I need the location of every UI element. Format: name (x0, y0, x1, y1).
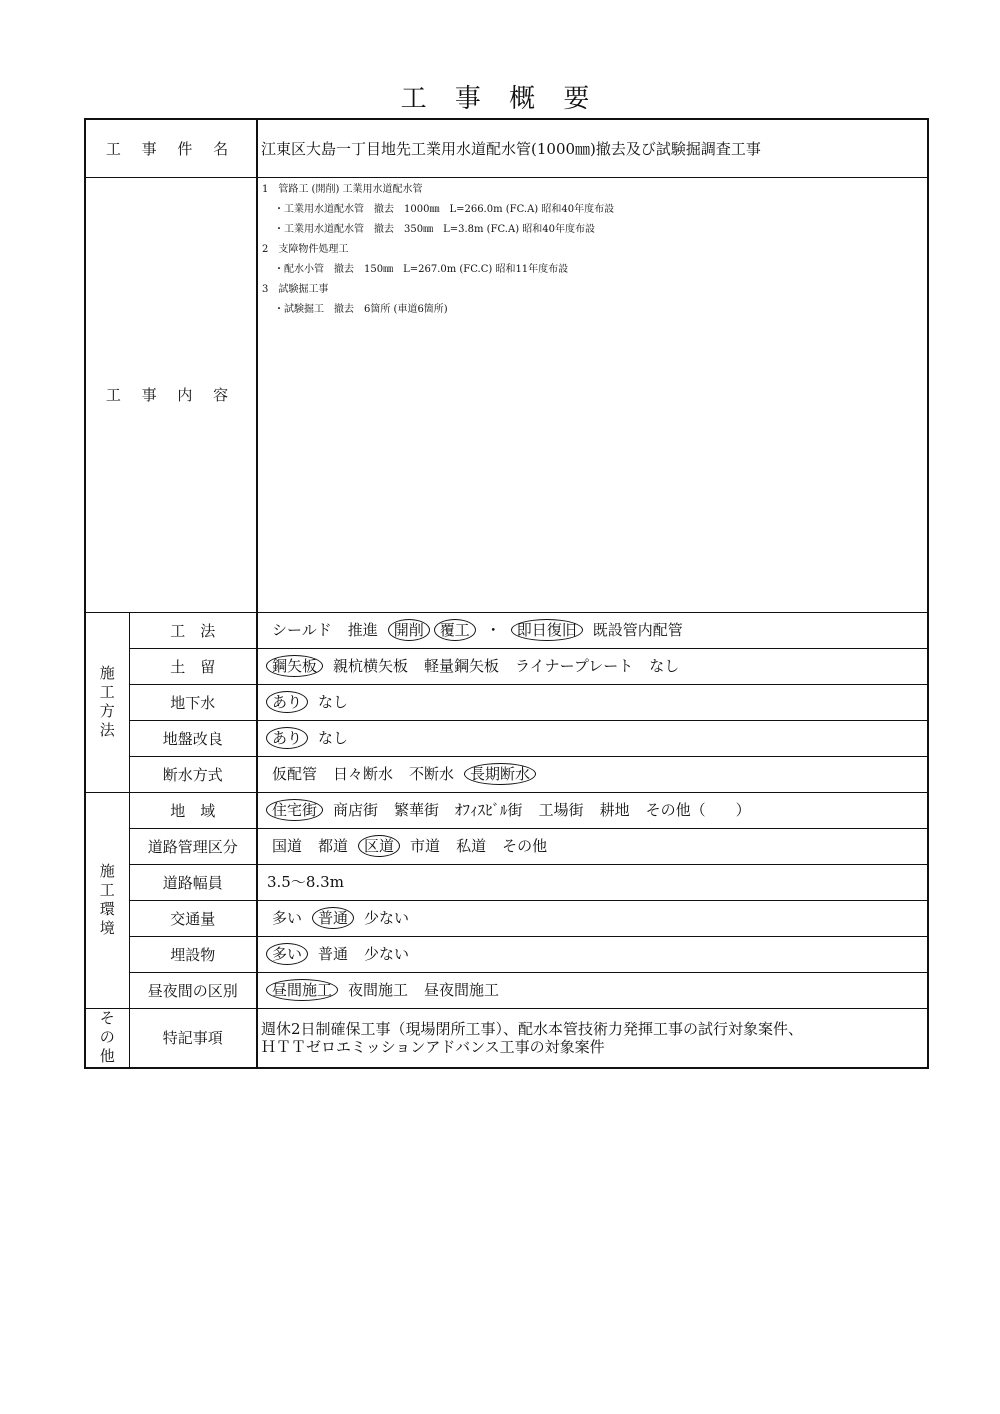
content-line: 2 支障物件処理工 (262, 243, 349, 255)
koho-options (257, 612, 928, 648)
seko-kankyo-group-label: 施 工 環 境 (85, 792, 129, 1008)
dansui-label: 断水方式 (129, 756, 257, 792)
koji-kenmei-label: 工 事 件 名 (85, 119, 257, 177)
option: 少ない (364, 909, 410, 927)
option: その他（ ） (645, 801, 751, 819)
selected-option: 多い (266, 943, 308, 965)
option: 多い (272, 909, 303, 927)
option: 普通 (318, 945, 349, 963)
selected-option: あり (266, 691, 308, 713)
jiban-kairyo-label: 地盤改良 (129, 720, 257, 756)
row-koji-naiyo (85, 177, 928, 612)
option: 親杭横矢板 (333, 657, 409, 675)
page-title: 工 事 概 要 (400, 84, 600, 114)
content-line: 1 管路工 (開削) 工業用水道配水管 (262, 183, 423, 195)
selected-option: あり (266, 727, 308, 749)
selected-option: 覆工 (434, 619, 476, 641)
row-maisetsubutsu (85, 936, 928, 972)
content-line: ・工業用水道配水管 撤去 1000㎜ L=266.0m (FC.A) 昭和40年度布設 (274, 203, 615, 215)
selected-option: 住宅街 (266, 799, 323, 821)
selected-option: 区道 (358, 835, 400, 857)
content-line: ・試験掘工 撤去 6箇所 (車道6箇所) (274, 303, 448, 315)
dodome-options (257, 648, 928, 684)
koho-label: 工 法 (129, 612, 257, 648)
chiiki-options (257, 792, 928, 828)
option: 耕地 (599, 801, 630, 819)
option: 少ない (364, 945, 410, 963)
notes-line: ＨＴＴゼロエミッションアドバンス工事の対象案件 (261, 1037, 605, 1056)
option: ｵﾌｨｽﾋﾞﾙ街 (455, 801, 523, 819)
option: ・ (485, 621, 501, 639)
chiiki-label: 地 域 (129, 792, 257, 828)
doro-fukuin-label: 道路幅員 (129, 864, 257, 900)
sonota-group-label: そ の 他 (85, 1008, 129, 1068)
dodome-label: 土 留 (129, 648, 257, 684)
row-chuyakan (85, 972, 928, 1008)
doro-fukuin-options (257, 864, 928, 900)
option: シールド (272, 621, 332, 639)
row-kotsuryo (85, 900, 928, 936)
dansui-options (257, 756, 928, 792)
tokki-jiko-label: 特記事項 (129, 1008, 257, 1068)
option: 3.5～8.3m (267, 873, 344, 891)
selected-option: 鋼矢板 (266, 655, 323, 677)
chikasui-options (257, 684, 928, 720)
kotsuryo-label: 交通量 (129, 900, 257, 936)
row-dansui (85, 756, 928, 792)
option: なし (649, 657, 680, 675)
option: 推進 (347, 621, 378, 639)
chuyakan-label: 昼夜間の区別 (129, 972, 257, 1008)
row-sonota (85, 1008, 928, 1068)
selected-option: 昼間施工 (266, 979, 338, 1001)
content-line: 3 試験掘工事 (262, 283, 329, 295)
option: なし (318, 729, 349, 747)
selected-option: 即日復旧 (511, 619, 583, 641)
option: 私道 (456, 837, 487, 855)
option: 既設管内配管 (592, 621, 683, 639)
row-jiban-kairyo (85, 720, 928, 756)
doro-kanri-options (257, 828, 928, 864)
option: 市道 (410, 837, 441, 855)
option: 繁華街 (394, 801, 440, 819)
koji-kenmei-value: 江東区大島一丁目地先工業用水道配水管(1000㎜)撤去及び試験掘調査工事 (257, 119, 928, 177)
selected-option: 普通 (312, 907, 354, 929)
option: 商店街 (333, 801, 379, 819)
content-line: ・配水小管 撤去 150㎜ L=267.0m (FC.C) 昭和11年度布設 (274, 263, 569, 275)
kotsuryo-options (257, 900, 928, 936)
row-chikasui (85, 684, 928, 720)
row-koji-kenmei (85, 119, 928, 177)
option: 工場街 (538, 801, 584, 819)
option: 昼夜間施工 (424, 981, 500, 999)
selected-option: 開削 (388, 619, 430, 641)
option: その他 (502, 837, 548, 855)
doro-kanri-label: 道路管理区分 (129, 828, 257, 864)
overview-table (84, 118, 929, 1069)
option: 軽量鋼矢板 (424, 657, 500, 675)
koji-naiyo-label: 工 事 内 容 (85, 177, 257, 612)
notes-line: 週休2日制確保工事（現場閉所工事）、配水本管技術力発揮工事の試行対象案件、 (261, 1019, 804, 1038)
tokki-jiko-value (257, 1008, 928, 1068)
option: 国道 (272, 837, 303, 855)
option: なし (318, 693, 349, 711)
option: 都道 (318, 837, 349, 855)
option: 夜間施工 (348, 981, 409, 999)
row-doro-fukuin (85, 864, 928, 900)
koji-naiyo-content (257, 177, 928, 612)
jiban-kairyo-options (257, 720, 928, 756)
option: 仮配管 (272, 765, 318, 783)
maisetsubutsu-options (257, 936, 928, 972)
row-koho (85, 612, 928, 648)
option: 不断水 (409, 765, 455, 783)
chikasui-label: 地下水 (129, 684, 257, 720)
row-dodome (85, 648, 928, 684)
content-line: ・工業用水道配水管 撤去 350㎜ L=3.8m (FC.A) 昭和40年度布設 (274, 223, 596, 235)
maisetsubutsu-label: 埋設物 (129, 936, 257, 972)
seko-hoho-group-label: 施 工 方 法 (85, 612, 129, 792)
option: 日々断水 (333, 765, 394, 783)
chuyakan-options (257, 972, 928, 1008)
selected-option: 長期断水 (464, 763, 536, 785)
row-chiiki (85, 792, 928, 828)
option: ライナープレート (515, 657, 634, 675)
row-doro-kanri (85, 828, 928, 864)
